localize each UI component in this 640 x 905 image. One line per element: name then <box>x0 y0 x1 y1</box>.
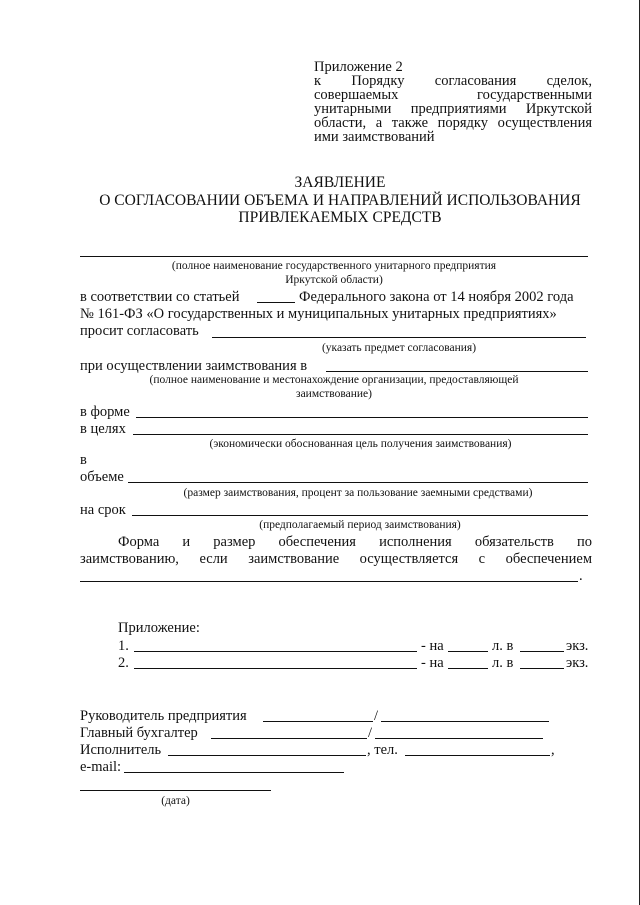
form-label: в форме <box>80 404 130 420</box>
attachments-label: Приложение: <box>118 620 200 636</box>
security-field[interactable] <box>80 581 578 582</box>
accountant-signature-field[interactable] <box>211 738 367 739</box>
attachment-on: - на <box>421 638 444 654</box>
attachment-number: 1. <box>118 638 129 654</box>
volume-field[interactable] <box>128 482 588 483</box>
document-title: О СОГЛАСОВАНИИ ОБЪЕМА И НАПРАВЛЕНИЙ ИСПОЛЬЗОВАНИЯ <box>99 192 581 209</box>
borrowing-label: при осуществлении заимствования в <box>80 358 308 374</box>
email-label: e-mail: <box>80 759 122 775</box>
volume-caption: (размер заимствования, процент за пользование заемными средствами) <box>183 487 533 499</box>
term-field[interactable] <box>132 515 588 516</box>
attachment-pages-field[interactable] <box>448 668 488 669</box>
head-name-field[interactable] <box>381 721 549 722</box>
lender-caption: (полное наименование и местонахождение организации, предоставляющей <box>149 374 519 386</box>
executor-label: Исполнитель <box>80 742 162 758</box>
appendix-title: Приложение 2 <box>314 59 403 75</box>
attachment-title-field[interactable] <box>134 651 417 652</box>
attachment-number: 2. <box>118 655 129 671</box>
chief-accountant-label: Главный бухгалтер <box>80 725 198 741</box>
executor-name-field[interactable] <box>168 755 366 756</box>
attachment-on: - на <box>421 655 444 671</box>
attachment-pages-field[interactable] <box>448 651 488 652</box>
subject-caption: (указать предмет согласования) <box>321 342 477 354</box>
request-label: просит согласовать <box>80 323 199 339</box>
attachment-title-field[interactable] <box>134 668 417 669</box>
date-field[interactable] <box>80 790 271 791</box>
request-subject-field[interactable] <box>212 337 586 338</box>
attachment-copies-field[interactable] <box>520 651 564 652</box>
appendix-line: к Порядку согласования сделок, <box>314 73 592 89</box>
appendix-line: унитарными предприятиями Иркутской <box>314 101 592 117</box>
document-title: ПРИВЛЕКАЕМЫХ СРЕДСТВ <box>238 209 442 226</box>
law-text: Федерального закона от 14 ноября 2002 года <box>299 289 574 305</box>
appendix-block <box>314 60 592 144</box>
article-field[interactable] <box>257 302 295 303</box>
attachment-copies-field[interactable] <box>520 668 564 669</box>
lender-field[interactable] <box>326 371 588 372</box>
security-end: . <box>579 568 583 584</box>
volume-label: объеме <box>80 469 124 485</box>
date-caption: (дата) <box>161 795 190 807</box>
security-text: Форма и размер обеспечения исполнения обязательств по <box>118 534 592 550</box>
enterprise-name-field[interactable] <box>80 256 588 257</box>
term-caption: (предполагаемый период заимствования) <box>259 519 461 531</box>
enterprise-caption: Иркутской области) <box>285 274 383 286</box>
form-field[interactable] <box>136 417 588 418</box>
law-text: в соответствии со статьей <box>80 289 240 305</box>
lender-caption: заимствование) <box>296 388 372 400</box>
purpose-field[interactable] <box>133 434 588 435</box>
security-text: заимствованию, если заимствование осуществляется с обеспечением <box>80 551 592 567</box>
volume-label: в <box>80 452 87 468</box>
purpose-caption: (экономически обоснованная цель получения заимствования) <box>209 438 512 450</box>
phone-end: , <box>551 742 555 758</box>
appendix-line: совершаемых государственными <box>314 87 592 103</box>
head-label: Руководитель предприятия <box>80 708 247 724</box>
phone-label: , тел. <box>367 742 398 758</box>
email-field[interactable] <box>124 772 344 773</box>
phone-field[interactable] <box>405 755 550 756</box>
appendix-line: ими заимствований <box>314 129 435 145</box>
head-signature-field[interactable] <box>263 721 373 722</box>
attachment-pages: л. в <box>492 655 514 671</box>
term-label: на срок <box>80 502 126 518</box>
attachment-pages: л. в <box>492 638 514 654</box>
accountant-name-field[interactable] <box>375 738 543 739</box>
purpose-label: в целях <box>80 421 126 437</box>
signature-slash: / <box>374 708 379 724</box>
enterprise-caption: (полное наименование государственного унитарного предприятия <box>171 260 497 272</box>
law-text: № 161-ФЗ «О государственных и муниципальных унитарных предприятиях» <box>80 306 557 322</box>
attachment-copies: экз. <box>566 638 589 654</box>
attachment-copies: экз. <box>566 655 589 671</box>
signature-slash: / <box>368 725 373 741</box>
appendix-line: области, а также порядку осуществления <box>314 115 592 131</box>
document-title: ЗАЯВЛЕНИЕ <box>294 174 386 191</box>
